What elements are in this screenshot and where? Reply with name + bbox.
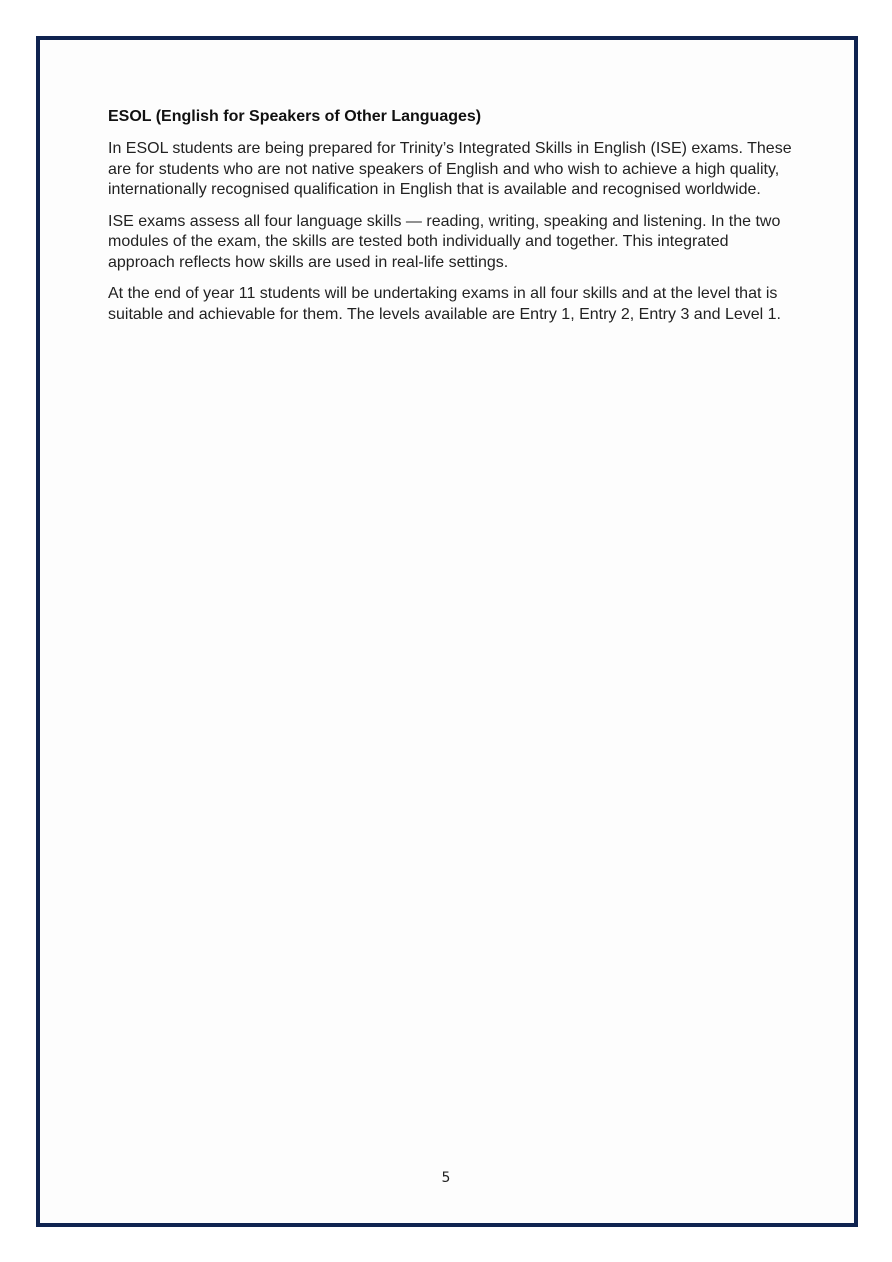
paragraph-skills: ISE exams assess all four language skills — reading, writing, speaking and listening. In the two modules of the exam, the skills are tested both individually and together. This integrated approach reflects how skills are used in real-life settings.	[108, 212, 781, 271]
paragraph-levels: At the end of year 11 students will be undertaking exams in all four skills and at the level that is suitable and achievable for them. The levels available are Entry 1, Entry 2, Entry 3 and Level 1.	[108, 285, 781, 323]
section-heading: ESOL (English for Speakers of Other Languages)	[108, 108, 482, 125]
page-number: 5	[441, 1170, 451, 1186]
paragraph-intro: In ESOL students are being prepared for Trinity’s Integrated Skills in English (ISE) exams. These are for students who are not native speakers of English and who wish to achieve a high quality, internationally recognised qualification in English that is available and recognised worldwide.	[108, 140, 792, 198]
page-content	[108, 107, 798, 336]
